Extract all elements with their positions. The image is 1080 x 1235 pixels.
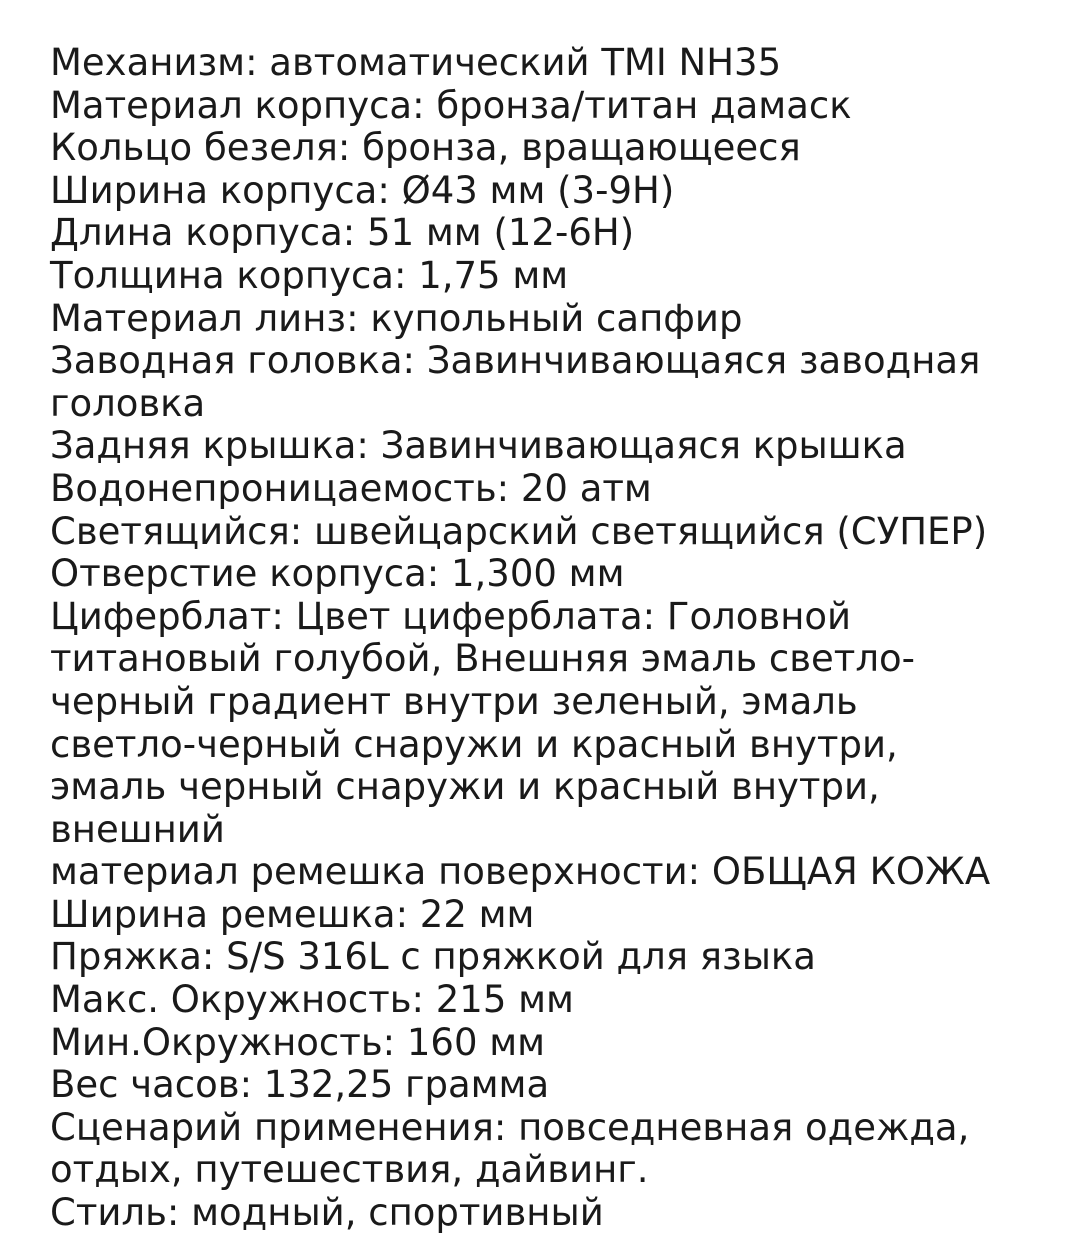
spec-dial: Циферблат: Цвет циферблата: Головной: [50, 594, 852, 638]
spec-luminous: Светящийся: швейцарский светящийся (СУПЕР): [50, 509, 988, 553]
spec-case-width: Ширина корпуса: Ø43 мм (3-9H): [50, 168, 675, 212]
spec-dial-continued: эмаль черный снаружи и красный внутри,: [50, 765, 880, 809]
spec-style: Стиль: модный, спортивный: [50, 1191, 604, 1235]
spec-strap-width: Ширина ремешка: 22 мм: [50, 892, 535, 936]
spec-strap-material: материал ремешка поверхности: ОБЩАЯ КОЖА: [50, 850, 991, 894]
spec-buckle: Пряжка: S/S 316L с пряжкой для языка: [50, 935, 816, 979]
spec-case-thickness: Толщина корпуса: 1,75 мм: [50, 253, 569, 297]
spec-dial-continued: титановый голубой, Внешняя эмаль светло-: [50, 637, 916, 681]
spec-lens-material: Материал линз: купольный сапфир: [50, 296, 743, 340]
spec-usage-scenario: Сценарий применения: повседневная одежда,: [50, 1105, 970, 1149]
watch-specifications: [50, 42, 1040, 1235]
spec-crown: Заводная головка: Завинчивающаяся заводная: [50, 339, 981, 383]
spec-case-back: Задняя крышка: Завинчивающаяся крышка: [50, 424, 907, 468]
spec-case-length: Длина корпуса: 51 мм (12-6H): [50, 211, 635, 255]
spec-max-circumference: Макс. Окружность: 215 мм: [50, 978, 574, 1022]
spec-min-circumference: Мин.Окружность: 160 мм: [50, 1020, 546, 1064]
spec-mechanism: Механизм: автоматический TMI NH35: [50, 41, 782, 84]
spec-dial-continued: внешний: [50, 807, 225, 851]
spec-watch-weight: Вес часов: 132,25 грамма: [50, 1063, 550, 1107]
spec-dial-continued: светло-черный снаружи и красный внутри,: [50, 722, 898, 766]
spec-usage-scenario-continued: отдых, путешествия, дайвинг.: [50, 1148, 649, 1192]
spec-case-opening: Отверстие корпуса: 1,300 мм: [50, 552, 625, 596]
spec-case-material: Материал корпуса: бронза/титан дамаск: [50, 83, 852, 127]
spec-bezel-ring: Кольцо безеля: бронза, вращающееся: [50, 126, 801, 170]
spec-water-resistance: Водонепроницаемость: 20 атм: [50, 466, 652, 510]
spec-crown-continued: головка: [50, 381, 206, 425]
spec-dial-continued: черный градиент внутри зеленый, эмаль: [50, 679, 858, 723]
